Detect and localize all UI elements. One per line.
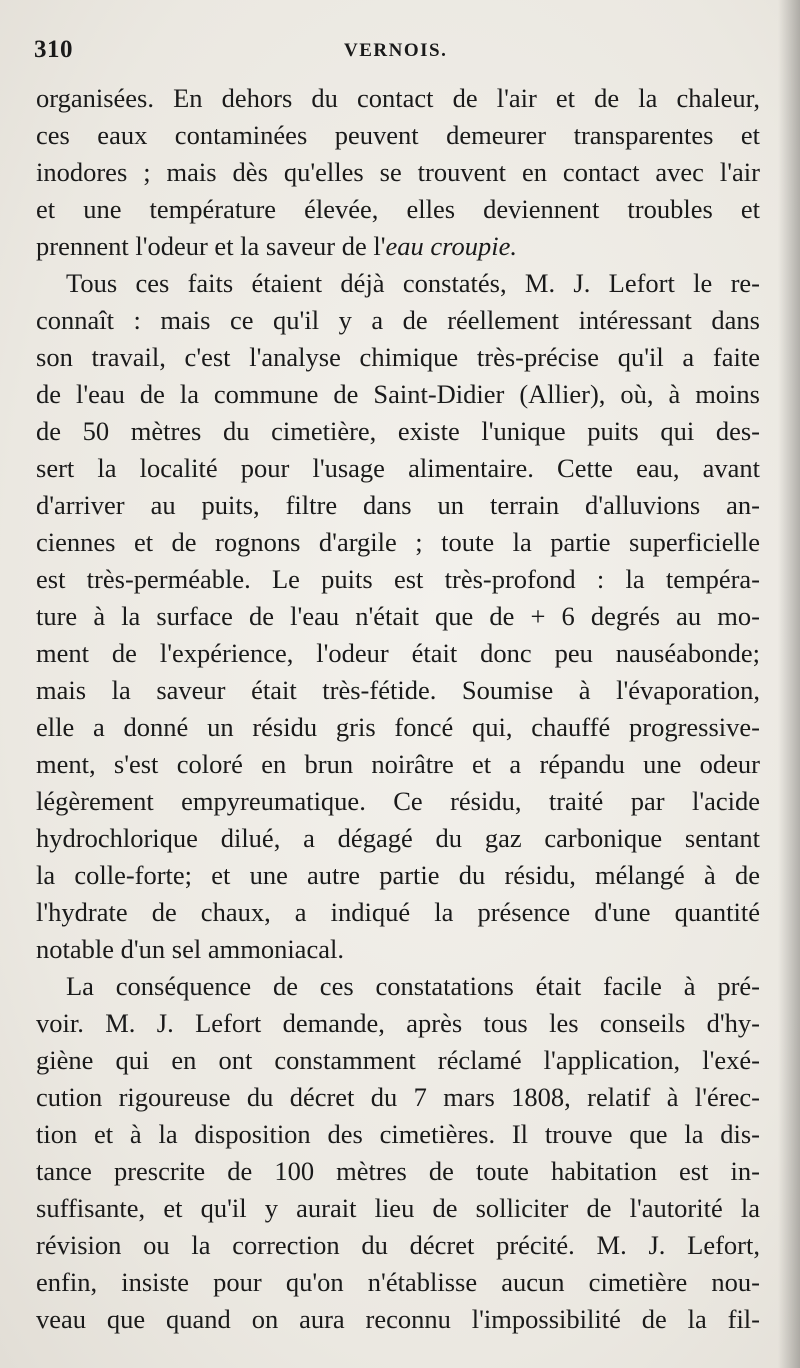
text-line: notable d'un sel ammoniacal. (36, 934, 344, 964)
text-line: sert la localité pour l'usage alimentaire. Cette eau, avant (36, 453, 760, 483)
text-line: ment de l'expérience, l'odeur était donc peu nauséabonde; (36, 638, 760, 668)
text-line: cution rigoureuse du décret du 7 mars 1808, relatif à l'érec- (36, 1082, 760, 1112)
italic-phrase: eau croupie. (385, 231, 517, 261)
text-line: organisées. En dehors du contact de l'air et de la chaleur, (36, 83, 760, 113)
text-line (36, 228, 760, 265)
text-line: révision ou la correction du décret précité. M. J. Lefort, (36, 1230, 760, 1260)
text-line: veau que quand on aura reconnu l'impossibilité de la fil- (36, 1304, 760, 1334)
text-line: enfin, insiste pour qu'on n'établisse aucun cimetière nou- (36, 1267, 760, 1297)
text-line: tion et à la disposition des cimetières. Il trouve que la dis- (36, 1119, 760, 1149)
text-line: légèrement empyreumatique. Ce résidu, traité par l'acide (36, 786, 760, 816)
paragraph-start-line: Tous ces faits étaient déjà constatés, M. J. Lefort le re- (66, 268, 760, 298)
running-head: VERNOIS. (344, 40, 448, 61)
text-line: voir. M. J. Lefort demande, après tous les conseils d'hy- (36, 1008, 760, 1038)
text-line: mais la saveur était très-fétide. Soumise à l'évaporation, (36, 675, 760, 705)
text-line: ciennes et de rognons d'argile ; toute la partie superficielle (36, 527, 760, 557)
text-line: de 50 mètres du cimetière, existe l'unique puits qui des- (36, 416, 760, 446)
page-header (34, 36, 734, 66)
body-text (36, 80, 760, 1338)
text-line: giène qui en ont constamment réclamé l'application, l'exé- (36, 1045, 760, 1075)
paragraph-start-line: La conséquence de ces constatations était facile à pré- (66, 971, 760, 1001)
text-line: l'hydrate de chaux, a indiqué la présence d'une quantité (36, 897, 760, 927)
text-line: connaît : mais ce qu'il y a de réellement intéressant dans (36, 305, 760, 335)
text-line: tance prescrite de 100 mètres de toute habitation est in- (36, 1156, 760, 1186)
text-line: d'arriver au puits, filtre dans un terrain d'alluvions an- (36, 490, 760, 520)
text-line: hydrochlorique dilué, a dégagé du gaz carbonique sentant (36, 823, 760, 853)
page-edge-shadow (778, 0, 800, 1368)
text-line: est très-perméable. Le puits est très-profond : la tempéra- (36, 564, 760, 594)
text-line: inodores ; mais dès qu'elles se trouvent en contact avec l'air (36, 157, 760, 187)
text-line: ces eaux contaminées peuvent demeurer transparentes et (36, 120, 760, 150)
text-line: elle a donné un résidu gris foncé qui, chauffé progressive- (36, 712, 760, 742)
text-line: son travail, c'est l'analyse chimique très-précise qu'il a faite (36, 342, 760, 372)
text-segment: prennent l'odeur et la saveur de l' (36, 231, 386, 261)
text-line: ment, s'est coloré en brun noirâtre et a répandu une odeur (36, 749, 760, 779)
text-line: ture à la surface de l'eau n'était que de + 6 degrés au mo- (36, 601, 760, 631)
page-number: 310 (34, 36, 73, 63)
text-line: de l'eau de la commune de Saint-Didier (Allier), où, à moins (36, 379, 760, 409)
text-line: la colle-forte; et une autre partie du résidu, mélangé à de (36, 860, 760, 890)
text-line: suffisante, et qu'il y aurait lieu de solliciter de l'autorité la (36, 1193, 760, 1223)
text-line: et une température élevée, elles deviennent troubles et (36, 194, 760, 224)
